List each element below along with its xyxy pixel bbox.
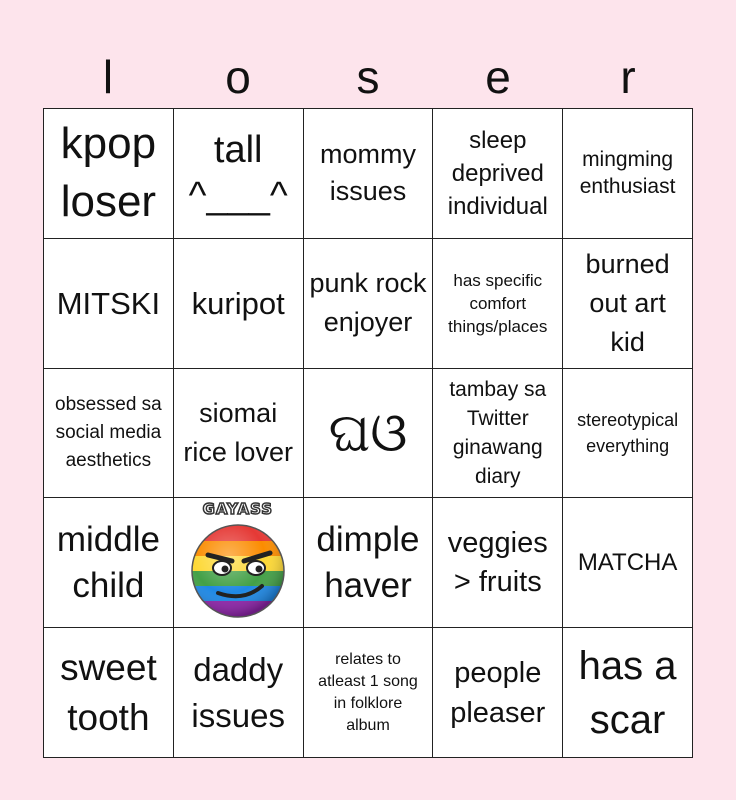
cell-text: MITSKI xyxy=(56,285,161,321)
cell-text: sleep deprived individual xyxy=(447,126,548,220)
bingo-header xyxy=(43,48,693,106)
cell-text: dimple haver xyxy=(316,519,420,605)
bingo-cell-r3c5[interactable] xyxy=(563,369,693,499)
cell-text: sweet tooth xyxy=(60,646,157,738)
bingo-cell-r4c5[interactable] xyxy=(563,498,693,628)
cell-text: MATCHA xyxy=(577,549,678,577)
bingo-cell-r5c1[interactable] xyxy=(44,628,174,758)
free-space-symbol: ଘଓ xyxy=(328,402,408,463)
cell-text: tambay sa Twitter ginawang diary xyxy=(449,377,547,488)
cell-text: veggies > fruits xyxy=(447,526,548,598)
bingo-cell-r1c2[interactable] xyxy=(174,109,304,239)
header-letter-s: s xyxy=(356,51,380,103)
bingo-cell-r3c2[interactable] xyxy=(174,369,304,499)
bingo-cell-r3c1[interactable] xyxy=(44,369,174,499)
bingo-cell-r1c3[interactable] xyxy=(304,109,434,239)
header-letter-e: e xyxy=(485,51,511,103)
cell-text: people pleaser xyxy=(450,656,546,729)
cell-text: stereotypical everything xyxy=(577,409,679,456)
bingo-cell-r4c3[interactable] xyxy=(304,498,434,628)
bingo-cell-r1c4[interactable] xyxy=(433,109,563,239)
cell-text: siomai rice lover xyxy=(183,397,293,467)
cell-text: daddy issues xyxy=(191,650,285,734)
bingo-cell-r5c4[interactable] xyxy=(433,628,563,758)
bingo-cell-r4c2[interactable] xyxy=(174,498,304,628)
bingo-cell-r4c4[interactable] xyxy=(433,498,563,628)
bingo-cell-r4c1[interactable] xyxy=(44,498,174,628)
bingo-cell-r2c2[interactable] xyxy=(174,239,304,369)
cell-text: kuripot xyxy=(191,285,285,321)
cell-text: obsessed sa social media aesthetics xyxy=(55,393,162,471)
bingo-cell-r2c4[interactable] xyxy=(433,239,563,369)
cell-text: kpop loser xyxy=(60,119,157,227)
bingo-cell-r1c5[interactable] xyxy=(563,109,693,239)
bingo-cell-r5c5[interactable] xyxy=(563,628,693,758)
cell-text: tall ^___^ xyxy=(188,129,288,218)
bingo-cell-r5c2[interactable] xyxy=(174,628,304,758)
header-letter-l: l xyxy=(102,51,114,103)
bingo-cell-r3c4[interactable] xyxy=(433,369,563,499)
bingo-cell-r1c1[interactable] xyxy=(44,109,174,239)
header-letter-r: r xyxy=(620,51,636,103)
bingo-cell-r5c3[interactable] xyxy=(304,628,434,758)
cell-text: punk rock enjoyer xyxy=(309,268,427,338)
cell-text: burned out art kid xyxy=(585,248,670,357)
cell-text: middle child xyxy=(56,519,160,605)
cell-text: mommy issues xyxy=(319,139,416,207)
bingo-card xyxy=(43,108,693,758)
cell-text: has a scar xyxy=(578,643,677,742)
cell-text: relates to atleast 1 song in folklore album xyxy=(318,650,418,734)
bingo-cell-r2c1[interactable] xyxy=(44,239,174,369)
bingo-cell-r2c5[interactable] xyxy=(563,239,693,369)
bingo-cell-free[interactable] xyxy=(304,369,434,499)
cell-text: mingming enthusiast xyxy=(579,148,676,199)
bingo-cell-r2c3[interactable] xyxy=(304,239,434,369)
cell-text: has specific comfort things/places xyxy=(448,270,548,336)
gayass-label: GAYASS xyxy=(202,500,274,519)
header-letter-o: o xyxy=(225,51,251,103)
